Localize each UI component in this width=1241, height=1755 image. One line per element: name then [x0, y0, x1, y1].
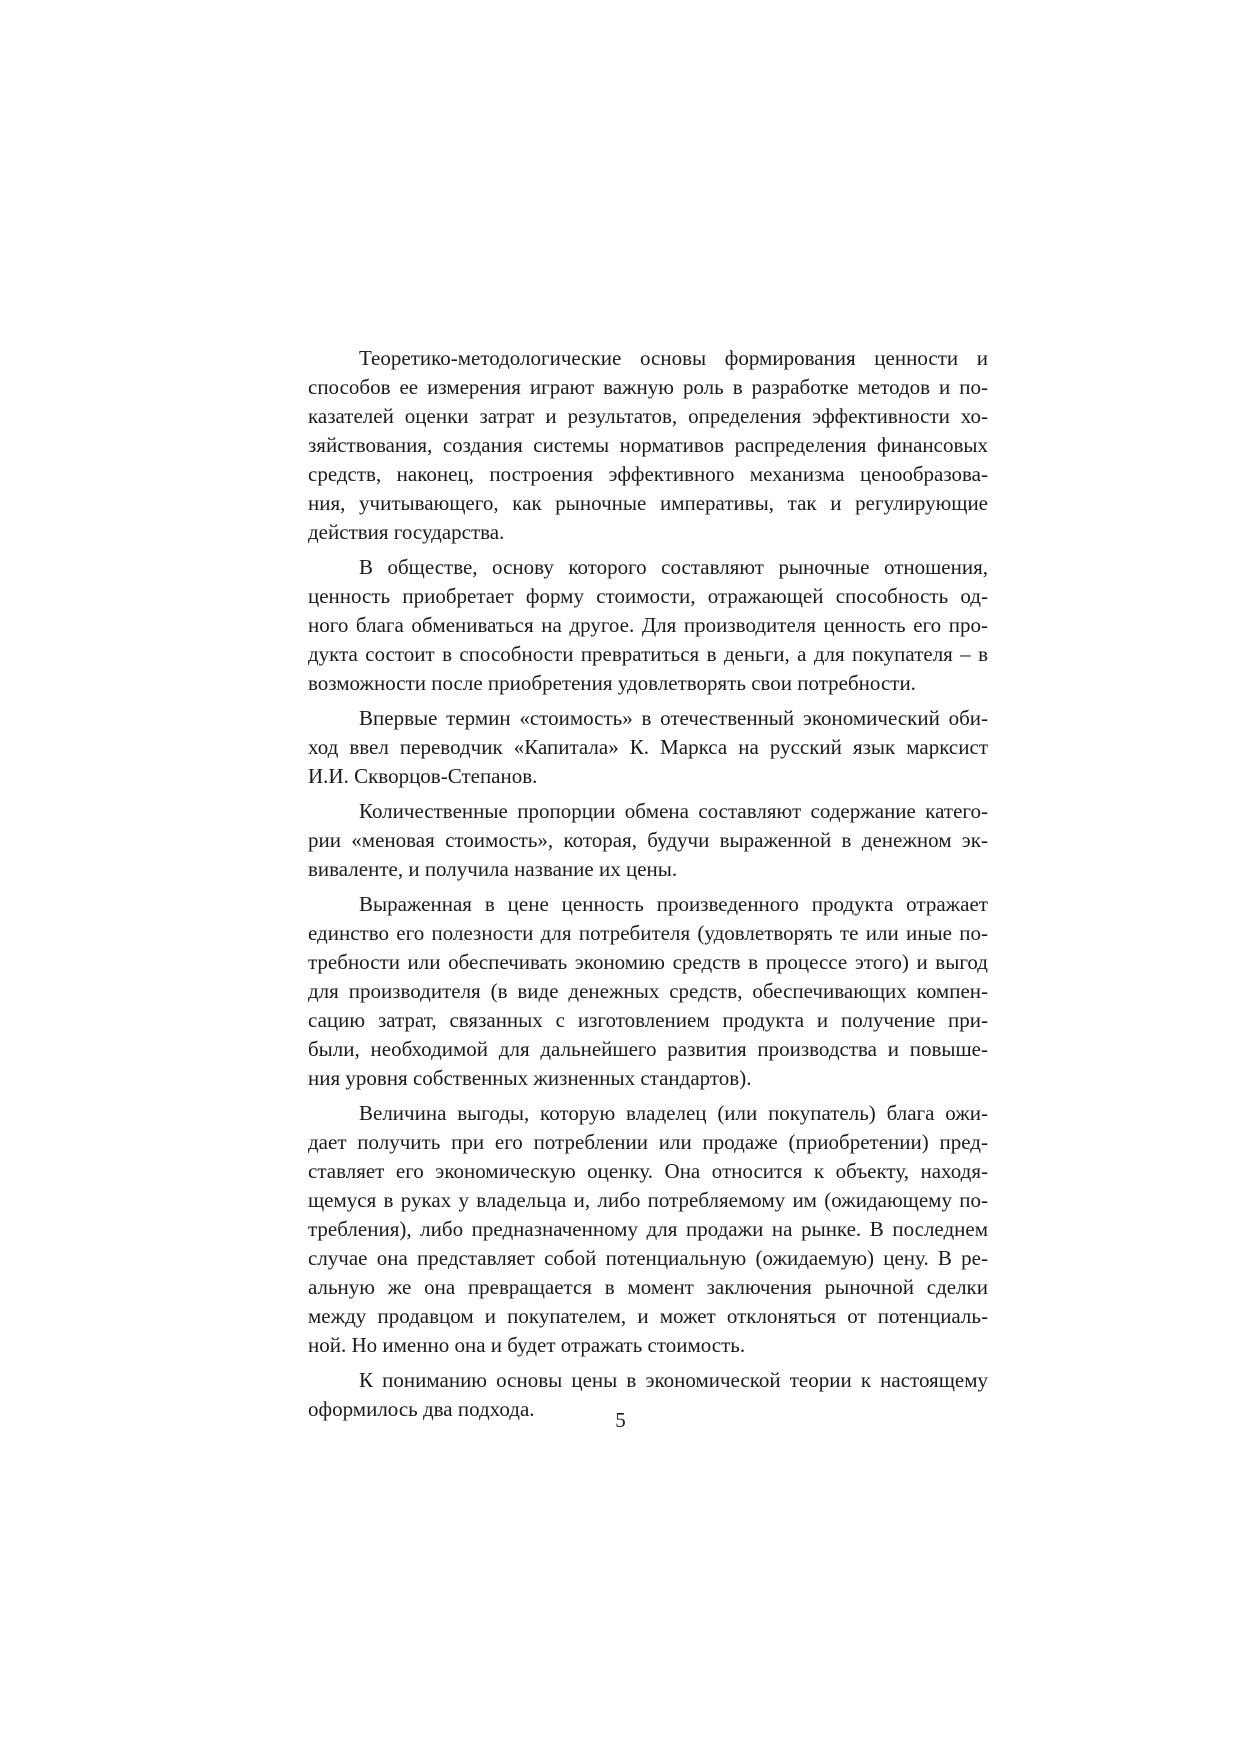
text-line: казателей оценки затрат и результатов, определения эффективности хо- [308, 404, 988, 428]
text-line: В обществе, основу которого составляют рыночные отношения, [359, 555, 988, 579]
text-line: ценность приобретает форму стоимости, отражающей способность од- [308, 584, 988, 608]
text-line: рии «меновая стоимость», которая, будучи выраженной в денежном эк- [308, 828, 988, 852]
paragraph-6 [308, 1099, 988, 1360]
text-line: Теоретико-методологические основы формирования ценности и [359, 346, 988, 370]
text-line: случае она представляет собой потенциальную (ожидаемую) цену. В ре- [308, 1246, 988, 1270]
text-line: требления), либо предназначенному для продажи на рынке. В последнем [308, 1217, 988, 1241]
text-line: ход ввел переводчик «Капитала» К. Маркса на русский язык марксист [308, 735, 988, 759]
text-line: возможности после приобретения удовлетворять свои потребности. [308, 671, 916, 695]
text-line: зяйствования, создания системы нормативов распределения финансовых [308, 433, 988, 457]
text-line: ной. Но именно она и будет отражать стоимость. [308, 1333, 746, 1357]
text-line: Впервые термин «стоимость» в отечественный экономический оби- [359, 706, 988, 730]
text-line: ния уровня собственных жизненных стандартов). [308, 1066, 752, 1090]
text-line: Количественные пропорции обмена составляют содержание катего- [359, 799, 988, 823]
text-line: действия государства. [308, 520, 505, 544]
text-line: оформилось два подхода. [308, 1397, 535, 1421]
text-line: между продавцом и покупателем, и может отклоняться от потенциаль- [308, 1304, 988, 1328]
text-line: Величина выгоды, которую владелец (или покупатель) блага ожи- [359, 1101, 988, 1125]
text-line: И.И. Скворцов-Степанов. [308, 764, 538, 788]
text-line: виваленте, и получила название их цены. [308, 857, 678, 881]
text-line: для производителя (в виде денежных средств, обеспечивающих компен- [308, 979, 988, 1003]
text-line: К пониманию основы цены в экономической теории к настоящему [359, 1368, 988, 1392]
text-line: способов ее измерения играют важную роль в разработке методов и по- [308, 375, 988, 399]
paragraph-3 [308, 704, 988, 791]
paragraph-2 [308, 553, 988, 698]
text-line: единство его полезности для потребителя (удовлетворять те или иные по- [308, 921, 988, 945]
text-line: дукта состоит в способности превратиться в деньги, а для покупателя – в [308, 642, 988, 666]
text-line: щемуся в руках у владельца и, либо потребляемому им (ожидающему по- [308, 1188, 988, 1212]
paragraph-4 [308, 797, 988, 884]
text-line: дает получить при его потреблении или продаже (приобретении) пред- [308, 1130, 988, 1154]
text-line: сацию затрат, связанных с изготовлением продукта и получение при- [308, 1008, 988, 1032]
text-line: альную же она превращается в момент заключения рыночной сделки [308, 1275, 988, 1299]
text-line: средств, наконец, построения эффективного механизма ценообразова- [308, 462, 988, 486]
page-number: 5 [615, 1408, 626, 1432]
text-line: требности или обеспечивать экономию средств в процессе этого) и выгод [308, 950, 988, 974]
paragraph-5 [308, 890, 988, 1093]
page-body [308, 344, 988, 1430]
paragraph-1 [308, 344, 988, 547]
text-line: ставляет его экономическую оценку. Она относится к объекту, находя- [308, 1159, 988, 1183]
text-line: ния, учитывающего, как рыночные императивы, так и регулирующие [308, 491, 988, 515]
text-line: были, необходимой для дальнейшего развития производства и повыше- [308, 1037, 988, 1061]
text-line: ного блага обмениваться на другое. Для производителя ценность его про- [308, 613, 988, 637]
text-line: Выраженная в цене ценность произведенного продукта отражает [359, 892, 988, 916]
